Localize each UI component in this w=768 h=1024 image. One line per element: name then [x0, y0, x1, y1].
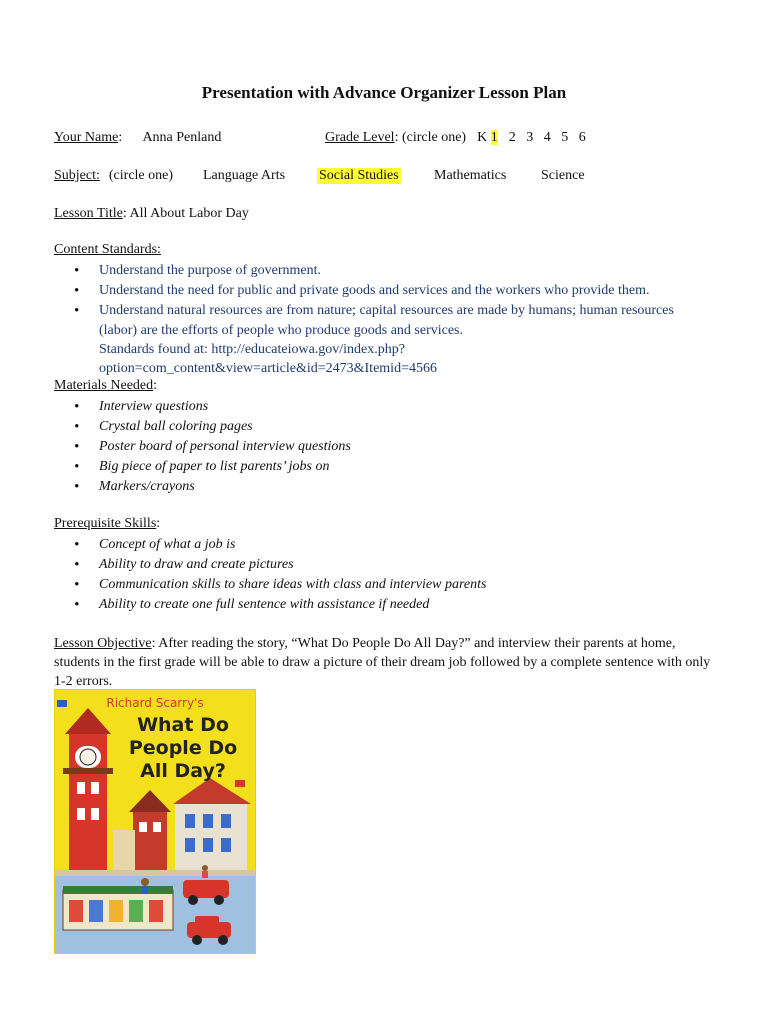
lesson-objective	[54, 634, 714, 691]
name-label: Your Name	[54, 130, 119, 145]
materials-list	[54, 397, 734, 497]
book-title: What Do People Do All Day?	[128, 714, 238, 782]
book-cover-image	[54, 689, 256, 954]
list-item: • Understand natural resources are from nature; capital resources are made by humans; human resources (labor) are the efforts of people who produce goods and services.	[54, 301, 734, 341]
lesson-title-row	[54, 206, 249, 222]
list-item: • Interview questions	[54, 397, 734, 417]
grade-option-6: 6	[578, 130, 586, 145]
page-title: Presentation with Advance Organizer Lesson Plan	[201, 83, 567, 102]
list-item: • Markers/crayons	[54, 477, 734, 497]
list-item: • Understand the purpose of government.	[54, 261, 734, 281]
lesson-title-value: : All About Labor Day	[122, 206, 249, 221]
name-value: Anna Penland	[142, 130, 222, 145]
grade-hint: : (circle one)	[394, 130, 467, 145]
standards-source	[99, 340, 699, 378]
grade-option-1-selected: 1	[490, 130, 498, 145]
grade-option-2: 2	[508, 130, 516, 145]
list-item: • Big piece of paper to list parents’ jobs on	[54, 457, 734, 477]
subject-option-social-studies-selected: Social Studies	[319, 168, 399, 183]
prerequisites-heading: Prerequisite Skills:	[54, 516, 161, 531]
subject-option-science: Science	[541, 168, 585, 183]
list-item: • Ability to create one full sentence with assistance if needed	[54, 595, 734, 615]
prerequisites-list	[54, 535, 734, 615]
book-author: Richard Scarry's	[106, 696, 204, 710]
subject-option-language-arts: Language Arts	[203, 168, 286, 183]
content-standards-heading: Content Standards:	[54, 242, 161, 257]
subject-row	[54, 168, 173, 184]
standards-source-line: Standards found at: http://educateiowa.gov/index.php?	[99, 342, 405, 357]
grade-label: Grade Level	[325, 130, 395, 145]
list-item: • Ability to draw and create pictures	[54, 555, 734, 575]
objective-label: Lesson Objective	[54, 636, 152, 651]
grade-option-3: 3	[526, 130, 534, 145]
list-item: • Communication skills to share ideas with class and interview parents	[54, 575, 734, 595]
subject-option-mathematics: Mathematics	[434, 168, 507, 183]
list-item: • Crystal ball coloring pages	[54, 417, 734, 437]
list-item: • Poster board of personal interview questions	[54, 437, 734, 457]
name-grade-row: Your Name: Anna Penland	[54, 130, 222, 145]
materials-heading: Materials Needed:	[54, 378, 158, 393]
grade-option-k: K	[477, 130, 488, 145]
list-item: • Concept of what a job is	[54, 535, 734, 555]
list-item: • Understand the need for public and private goods and services and the workers who provide them.	[54, 281, 734, 301]
grade-option-5: 5	[561, 130, 569, 145]
content-standards-list	[54, 261, 734, 341]
subject-hint: (circle one)	[108, 168, 174, 183]
subject-label: Subject:	[54, 168, 100, 183]
standards-source-url: option=com_content&view=article&id=2473&Itemid=4566	[99, 361, 437, 376]
objective-text: : After reading the story, “What Do People Do All Day?” and interview their parents at home, students in the first grade will be able to draw a picture of their dream job followed by a complete sentence with only 1-2 errors.	[54, 636, 711, 689]
lesson-title-label: Lesson Title	[54, 206, 123, 221]
grade-level-row	[325, 130, 586, 146]
grade-option-4: 4	[543, 130, 551, 145]
